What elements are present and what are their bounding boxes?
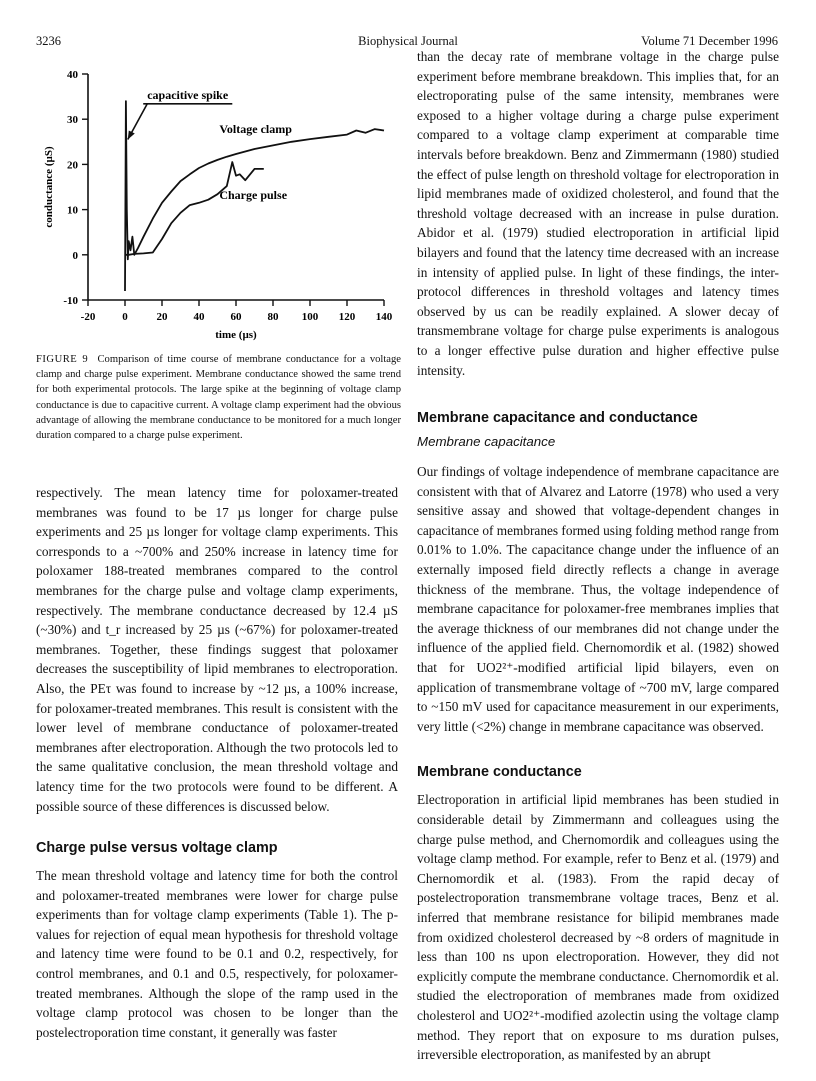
y-tick-label: 40	[67, 69, 78, 81]
volume-info: Volume 71 December 1996	[641, 34, 778, 48]
left-paragraph-2: The mean threshold voltage and latency time for both the control and poloxamer-treated membranes were lower for charge pulse experiments than for voltage clamp experiments (Table 1). The p-values for rejection of equal mean hypothesis for threshold voltage and latency time were found to be 0.1 and 0.2, respectively, for control membranes, and 0.1 and 0.5, respectively, for poloxamer-treated membranes. Although the slope of the ramp used in the voltage clamp protocol was chosen to be longer than the postelectroporation time constant, it generally was faster	[36, 868, 398, 1040]
x-tick-label: 80	[267, 311, 279, 323]
caption-label: FIGURE 9	[36, 354, 89, 365]
x-tick-label: 100	[301, 311, 319, 323]
journal-name: Biophysical Journal	[358, 34, 458, 48]
caption-text: Comparison of time course of membrane conductance for a voltage clamp and charge pulse experiment. Membrane conductance showed the same trend for both experimental protocols. The large spike at the beginning of voltage clamp conductance is due to capacitive current. A voltage clamp experiment had the obvious advantage of allowing the membrane conductance to be monitored for a much longer duration compared to a charge pulse experiment.	[36, 354, 402, 442]
x-tick-label: 140	[375, 311, 393, 323]
x-tick-label: 120	[338, 311, 356, 323]
y-tick-label: 30	[67, 114, 78, 127]
x-tick-label: 60	[230, 311, 242, 323]
section-heading-conductance: Membrane conductance	[417, 764, 582, 781]
left-paragraph-1: respectively. The mean latency time for poloxamer-treated membranes was found to be 17 µs longer for charge pulse experiments and 25 µs longer for voltage clamp experiments. This corresponds to a ~700% and 250% increase in latency time for poloxamer 188-treated membranes compared to the control membranes for the charge pulse and voltage clamp experiments, respectively. The membrane conductance decreased by 12.4 µS (~30%) and t_r increased by 25 µs (~67%) for poloxamer-treated membranes. Together, these findings suggest that poloxamer decreases the susceptibility of lipid membranes to electroporation. Also, the PEτ was found to increase by ~12 µs, a 100% increase, for poloxamer-treated membranes. This result is consistent with the lower level of membrane conductance of poloxamer-treated membranes after electroporation. Although the two protocols led to the same qualitative conclusion, the mean threshold voltage and latency time for the two protocols were found to be different. A possible source of these differences is discussed below.	[36, 485, 398, 814]
figure-caption	[36, 352, 401, 443]
subsection-heading-capacitance: Membrane capacitance	[417, 434, 556, 450]
annotation-capacitive-spike: capacitive spike	[147, 87, 229, 102]
figure-9-chart	[36, 58, 406, 348]
y-tick-label: 20	[67, 159, 78, 172]
section-heading-capacitance-conductance: Membrane capacitance and conductance	[417, 410, 698, 427]
x-tick-label: -20	[80, 311, 96, 323]
y-tick-label: 0	[72, 249, 78, 262]
page-number: 3236	[36, 34, 61, 48]
y-tick-label: 10	[67, 204, 78, 217]
right-paragraph-1: than the decay rate of membrane voltage in the charge pulse experiment before membrane breakdown. This implies that, for an electroporating pulse of the same intensity, membranes were exposed to a higher voltage during a charge pulse experiment compared to a voltage clamp experiment at comparable time intervals before breakdown. Benz and Zimmermann (1980) studied the effect of pulse length on threshold voltage for electroporation in lipid membranes made of oxidized cholesterol, and found that the threshold voltage decreased with an increase in pulse duration. Abidor et al. (1979) studied electroporation in artificial lipid bilayers and found that the latency time decreased with an increase in intensity of applied pulse. In light of these findings, the inter-protocol differences in threshold voltages and latency times observed by us can be readily explained. A slower decay of transmembrane voltage for charge pulse experiments is analogous to a longer effective pulse duration and higher effective pulse intensity.	[417, 49, 779, 378]
section-heading-charge-pulse: Charge pulse versus voltage clamp	[36, 840, 278, 857]
x-tick-label: 20	[156, 311, 168, 323]
y-axis-label: conductance (µS)	[43, 146, 55, 228]
x-tick-label: 40	[193, 311, 205, 323]
annotation-arrow-head	[128, 131, 135, 140]
annotation-voltage-clamp: Voltage clamp	[219, 121, 292, 136]
y-tick-label: -10	[63, 295, 78, 307]
left-column	[36, 483, 398, 1042]
right-column	[417, 47, 779, 1065]
right-paragraph-2: Our findings of voltage independence of membrane capacitance are consistent with that of Alvarez and Latorre (1978) who used a very sensitive assay and showed that voltage-dependent changes in capacitance of membranes formed using folding method range from 0.01% to 1.0%. The capacitance change under the influence of an externally imposed field directly reflects a change in average thickness of the membrane. Thus, the voltage independence of membrane capacitance for poloxamer-free membranes implies that the average thickness of our membranes did not change under the influence of the applied field. Chernomordik et al. (1982) showed that for UO2²⁺-modified artificial lipid bilayers, even on application of transmembrane voltage of ~700 mV, large compared to ~150 mV used for capacitance measurement in our experiments, very little (<2%) change in membrane capacitance was observed.	[417, 464, 779, 734]
right-paragraph-3: Electroporation in artificial lipid membranes has been studied in considerable detail by Zimmermann and colleagues using the charge pulse method, and Chernomordik and colleagues using the voltage clamp method. For example, refer to Benz et al. (1979) and Chernomordik et al. (1983). From the rapid decay of postelectroporation transmembrane voltage traces, Benz et al. inferred that membrane resistance for bilipid membranes made from oxidized cholesterol decreased by ~8 orders of magnitude in less than 100 ns upon electroporation. However, they did not explicitly compute the membrane conductance. Chernomordik et al. studied the electroporation of membranes made from oxidized cholesterol and UO2²⁺-modified azolectin using the voltage clamp method. They report that on exposure to ms duration pulses, irreversible electroporation, as manifested by an abrupt	[417, 792, 779, 1063]
annotation-charge-pulse: Charge pulse	[219, 188, 288, 203]
x-axis-label: time (µs)	[215, 329, 257, 341]
x-tick-label: 0	[122, 311, 128, 323]
series-line-charge-pulse	[125, 162, 264, 255]
